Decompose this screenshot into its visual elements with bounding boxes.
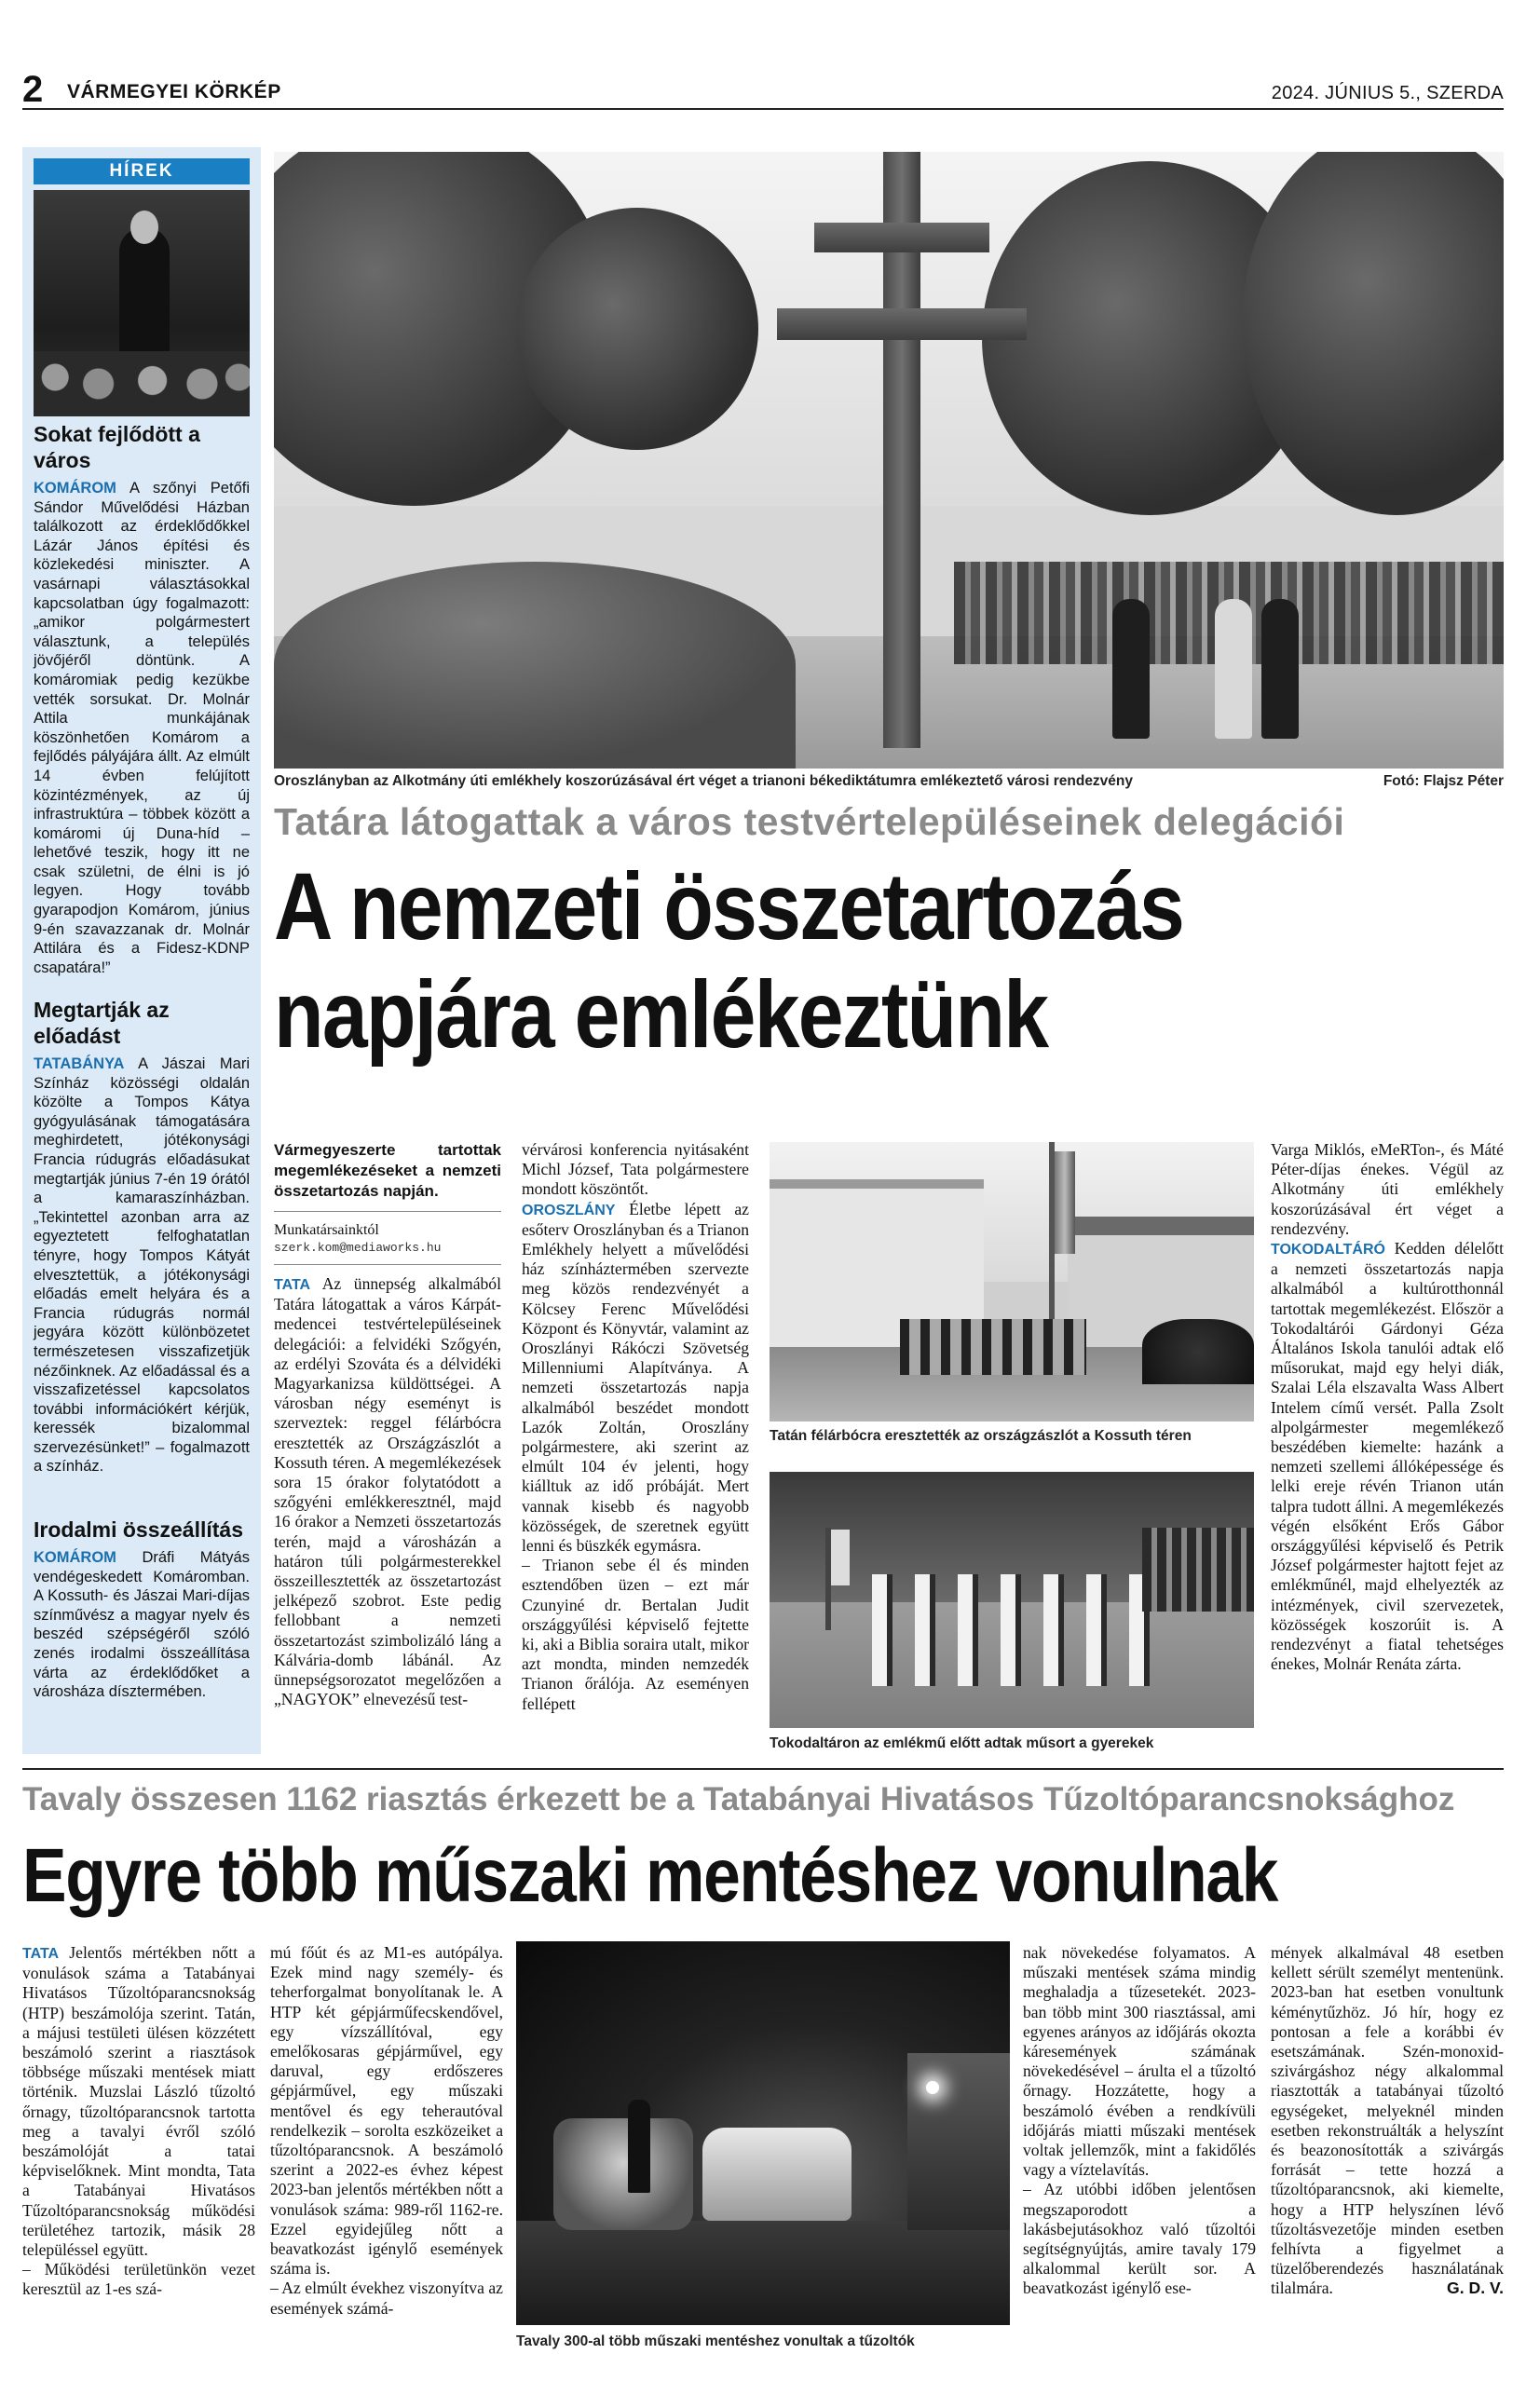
photo-bushes [1142,1319,1254,1384]
article-lead: Vármegyeszerte tartottak megemlékezéseket a nemzeti összetartozás napján. [274,1141,501,1200]
column-paragraph: – Az elmúlt évekhez viszonyítva az események számá- [270,2279,503,2318]
second-article-column-4 [1271,1943,1504,2299]
second-article-column-2 [270,1943,503,2319]
photo-audience [1142,1528,1254,1612]
story-kicker: TATABÁNYA [34,1055,125,1072]
main-article-column-3 [1271,1140,1504,1674]
main-article-column-1 [274,1140,501,1709]
second-article-column-3 [1023,1943,1256,2299]
photo-tokodaltaro-children [770,1472,1254,1728]
photo-wrecked-car [553,2118,693,2230]
photo2-caption: Tatán félárbócra eresztették az országzászlót a Kossuth téren [770,1428,1192,1444]
column-paragraph: mú főút és az M1-es autópálya. Ezek mind nagy személy- és teherforgalmat bonyolítanak le. A HTP két gépjárműfecskendővel, egy vízszállítóval, egy emelőkosaras gépjárművel, egy daruval, egy erdőszeres gépjárművel, egy műszaki mentővel és egy teherautóval rendelkezik – sorolta eszközeiket a tűzoltóparancsnok. A beszámoló szerint a 2022-es évhez képest 2023-ban jelentős mértékben nőtt a vonulások száma: 989-ről 1162-re. Ezzel egyidejűleg nőtt a beavatkozást igénylő események száma is. [270,1943,503,2279]
sidebar-story-2 [34,997,250,1476]
column-paragraph [522,1200,749,1557]
sidebar-story-text [34,479,250,977]
byline-author: Munkatársainktól [274,1222,379,1238]
column-paragraph: – Az utóbbi időben jelentősen megszaporodott a lakásbejutásokhoz való tűzoltói segítségnyújtás, amire tavaly 179 alkalommal került sor. A beavatkozást igénylő ese- [1023,2180,1256,2298]
photo-cross-beam-upper [814,223,989,252]
second-photo-caption: Tavaly 300-al több műszaki mentéshez vonultak a tűzoltók [516,2333,915,2349]
sidebar-story-title: Megtartják az előadást [34,998,170,1048]
photo-crowd [900,1319,1086,1375]
story-body: Dráfi Mátyás vendégeskedett Komáromban. A Kossuth- és Jászai Mari-díjas színművész a magyar nyelv és beszéd szépségéről szóló zenés irodalmi összeállítása várta az érdeklődőket a városháza dísztermében. [34,1549,250,1701]
page-header [22,69,1504,110]
paragraph-body: mények alkalmával 48 esetben kellett sérült személyt mentenünk. 2023-ban hat esetben vonultunk kéménytűzhöz. Jó hír, hogy ez pontosan a fele a korábbi év esetszámának. Szén-monoxid-szivárgáshoz négy alkalommal riasztották a tatabányai tűzoltó egységeket, melyeknél minden esetben rekonstruálták a helyszínt és beazonosították a szivárgás forrását – tette hozzá a tűzoltóparancsnok, aki kiemelte, hogy a HTP helyszínen lévő tűzoltásvezetője minden esetben felhívta a figyelmet a tüzelőberendezés használatának tilalmára. [1271,1943,1504,2298]
paragraph-body: Az ünnepség alkalmából Tatára látogattak a város Kárpát-medencei testvértelepüléseinek delegációi: a felvidéki Szőgyén, az erdélyi Szováta és a délvidéki Magyarkanizsa küldöttségei. A városban négy eseményt is szerveztek: reggel félárbócra eresztették az Országzászlót a Kossuth téren. A megemlékezések sora 15 órakor folytatódott a szőgyéni emlékkeresztnél, majd 16 órakor a Nemzeti összetartozás terén, majd a városházán a határon túli polgármesterekkel összeillesztették az összetartozást jelképező szobrot. Este pedig fellobbant a nemzeti összetartozást szimbolizáló láng a Kálvária-domb lábánál. Az ünnepségsorozatot megelőzően a „NAGYOK” elnevezésű test- [274,1274,501,1709]
photo-flag [1055,1151,1075,1254]
photo-road [516,2221,1010,2325]
second-article-column-1 [22,1943,255,2300]
column-paragraph [1271,1239,1504,1674]
section-title: VÁRMEGYEI KÖRKÉP [67,81,281,102]
paragraph-body: Életbe lépett az esőterv Oroszlányban és a Trianon Emlékhely helyett a művelődési ház színháztermében szervezte meg közös rendezvényét a Kölcsey Ferenc Művelődési Központ és Könyvtár, valamint az Oroszlányi Rákóczi Szövetség Millenniumi Alapítványa. A nemzeti összetartozás napja alkalmából beszédet mondott Lazók Zoltán, Oroszlány polgármestere, aki szerint az elmúlt 104 év jelenti, hogy kiálltuk az idő próbáját. Mert vannak kisebb és nagyobb közösségek, de szeretnek együtt lenni és büszkék egymásra. [522,1199,749,1556]
story-body: A Jászai Mari Színház közösségi oldalán közölte a Tompos Kátya gyógyulásának támogatására meghirdetett, jótékonysági Francia rúdugrás előadásukat megtartják június 7-én 19 órától a kamaraszínházban. „Tekintettel azonban arra az egyeztetett felfoghatatlan tényre, hogy Tompos Kátyát elvesztettük, a jótékonysági előadás emelt helyára és a Francia rúdugrás normál jegyára között különbözetet természetesen visszafizetjük nézőinknek. Az előadással és a visszafizetéssel kapcsolatos további információkért kérjük, keressék bizalommal szervezésünket!” – fogalmazott a színház. [34,1055,250,1476]
second-subheadline: Tavaly összesen 1162 riasztás érkezett be a Tatabányai Hivatásos Tűzoltóparancsnoksághoz [22,1781,1455,1817]
sidebar-story-1 [34,421,250,977]
photo-fire-truck [907,2053,1010,2230]
paragraph-body: Jelentős mértékben nőtt a vonulások száma a Tatabányai Hivatásos Tűzoltóparancsnokság (HTP) beszámolója szerint. Tatán, a májusi testületi ülésen közzétett beszámoló szerint a riasztások többsége műszaki mentések miatt történik. Muzslai László tűzoltó őrnagy, tűzoltóparancsnok tartotta meg a tavalyi évről szóló beszámolóját a tatai képviselőknek. Mint mondta, Tata a Tatabányai Hivatásos Tűzoltóparancsnokság működési területéhez tartozik, másik 28 településsel együtt. [22,1943,255,2260]
column-paragraph [22,1943,255,2260]
article-divider [22,1768,1504,1770]
photo-credit: Fotó: Flajsz Péter [1383,773,1504,789]
caption-text: Oroszlányban az Alkotmány úti emlékhely koszorúzásával ért véget a trianoni békediktátumra emlékeztető városi rendezvény [274,773,1134,789]
story-kicker: KOMÁROM [34,480,116,497]
sidebar-story-text [34,1054,250,1476]
story-body: A szőnyi Petőfi Sándor Művelődési Házban találkozott az érdeklődőkkel Lázár János építési és közlekedési miniszter. A vasárnapi választásokkal kapcsolatban úgy fogalmazott: „amikor polgármestert választunk, a település jövőjéről döntünk. A komáromiak pedig kezükbe vették sorsukat. Dr. Molnár Attila munkájának köszönhetően Komárom a fejlődés pályájára állt. Az elmúlt 14 évben felújított közintézmények, az új infrastruktúra – többek között a komáromi új Duna-híd – lehetővé teszik, hogy itt ne csak születni, de élni is jó legyen. Hogy tovább gyarapodjon Komárom, június 9-én szavazzanak dr. Molnár Attilára és a Fidesz-KDNP csapatára!” [34,480,250,976]
main-subheadline: Tatára látogattak a város testvértelepüléseinek delegációi [274,800,1345,843]
main-photo-memorial-cross [274,152,1504,769]
headline-line-1: A nemzeti összetartozás [274,853,1184,959]
photo-walker [1112,599,1150,739]
main-photo-caption [274,772,1504,791]
photo-night-accident [516,1941,1010,2325]
byline-email: szerk.kom@mediaworks.hu [274,1241,442,1255]
column-paragraph: – Trianon sebe él és minden esztendőben üzen – ezt már Czunyiné dr. Bertalan Judit országgyűlési képviselő fejtette ki, aki a Biblia soraira utalt, mikor azt mondta, minden nemzedék Trianon őrálója. Az eseményen fellépett [522,1556,749,1713]
photo-flag [831,1530,850,1585]
photo-walker [1261,599,1299,739]
sidebar-story-title: Sokat fejlődött a város [34,422,200,472]
issue-date: 2024. JÚNIUS 5., SZERDA [1271,83,1504,103]
photo-firefighter [628,2100,650,2193]
news-sidebar [22,147,261,1754]
paragraph-kicker: TATA [274,1277,311,1293]
paragraph-kicker: OROSZLÁNY [522,1202,616,1218]
sidebar-story-3 [34,1517,250,1702]
column-paragraph: Varga Miklós, eMeRTon-, és Máté Péter-díjas énekes. Végül az Alkotmány úti emlékhely koszorúzásával ért véget a rendezvény. [1271,1140,1504,1238]
photo-headlight [926,2081,939,2094]
column-paragraph: nak növekedése folyamatos. A műszaki mentések száma mindig meghaladja a tűzesetekét. 2023-ban több mint 300 riasztással, ami egyenes arányos az időjárás okozta káresemények számának növekedésével – árulta el a tűzoltó őrnagy. Hozzátette, hogy a beszámoló évében a rendkívüli időjárás miatti műszaki mentések voltak jellemzők, mint a fakidőlés vagy a víztelavítás. [1023,1943,1256,2180]
author-signature: G. D. V. [1447,2279,1504,2298]
column-paragraph: vérvárosi konferencia nyitásaként Michl József, Tata polgármestere mondott köszöntőt. [522,1140,749,1199]
sidebar-tab-label: HÍREK [34,158,250,184]
column-paragraph [1271,1943,1504,2299]
sidebar-story-title: Irodalmi összeállítás [34,1517,243,1542]
paragraph-body: Kedden délelőtt a nemzeti összetartozás napja alkalmából a kultúrotthonnál tartottak megemlékezést. Először a Tokodaltárói Gárdonyi Géza Általános Iskola tanulói adtak elő műsorukat, majd egy helyi diák, Szalai Léla elszavalta Wass Albert Intelem című versét. Palla Zsolt alpolgármester megemlékező beszédében kiemelte: hazánk a nemzeti szellemi állóképessége és lelki ereje révén Trianon után talpra tudott állni. A megemlékezés végén elsőként Erős Gábor országgyűlési képviselő és Petrik József polgármester hajtott fejet az emlékműnél, majd elhelyezték az intézmények, civil szervezetek, közösségek koszorúit is. A rendezvényt a fiatal tehetséges énekes, Molnár Renáta zárta. [1271,1239,1504,1674]
paragraph-kicker: TATA [22,1946,60,1962]
photo-speaker-head [130,211,158,244]
photo-mound [274,562,796,769]
photo3-caption: Tokodaltáron az emlékmű előtt adtak műsort a gyerekek [770,1735,1154,1751]
article-byline [274,1211,501,1257]
sidebar-photo-speaker [34,190,250,416]
story-kicker: KOMÁROM [34,1549,116,1566]
photo-walker [1215,599,1252,739]
sidebar-story-text [34,1548,250,1702]
paragraph-kicker: TOKODALTÁRÓ [1271,1242,1385,1258]
photo-tata-flag-ceremony [770,1142,1254,1422]
photo-cross-beam-lower [777,308,1027,340]
column-paragraph [274,1274,501,1709]
column-divider [274,1264,501,1265]
main-headline [274,852,1331,1068]
page-number: 2 [22,69,44,110]
main-article-column-2 [522,1140,749,1714]
headline-line-2: napjára emlékeztünk [274,961,1048,1068]
second-headline: Egyre több műszaki mentéshez vonulnak [22,1833,1278,1918]
column-paragraph: – Működési területünkön vezet keresztül az 1-es szá- [22,2260,255,2299]
photo-white-car [702,2128,852,2221]
photo-dancing-children [872,1574,1151,1686]
photo-audience [34,351,250,416]
photo-tree [516,208,758,450]
